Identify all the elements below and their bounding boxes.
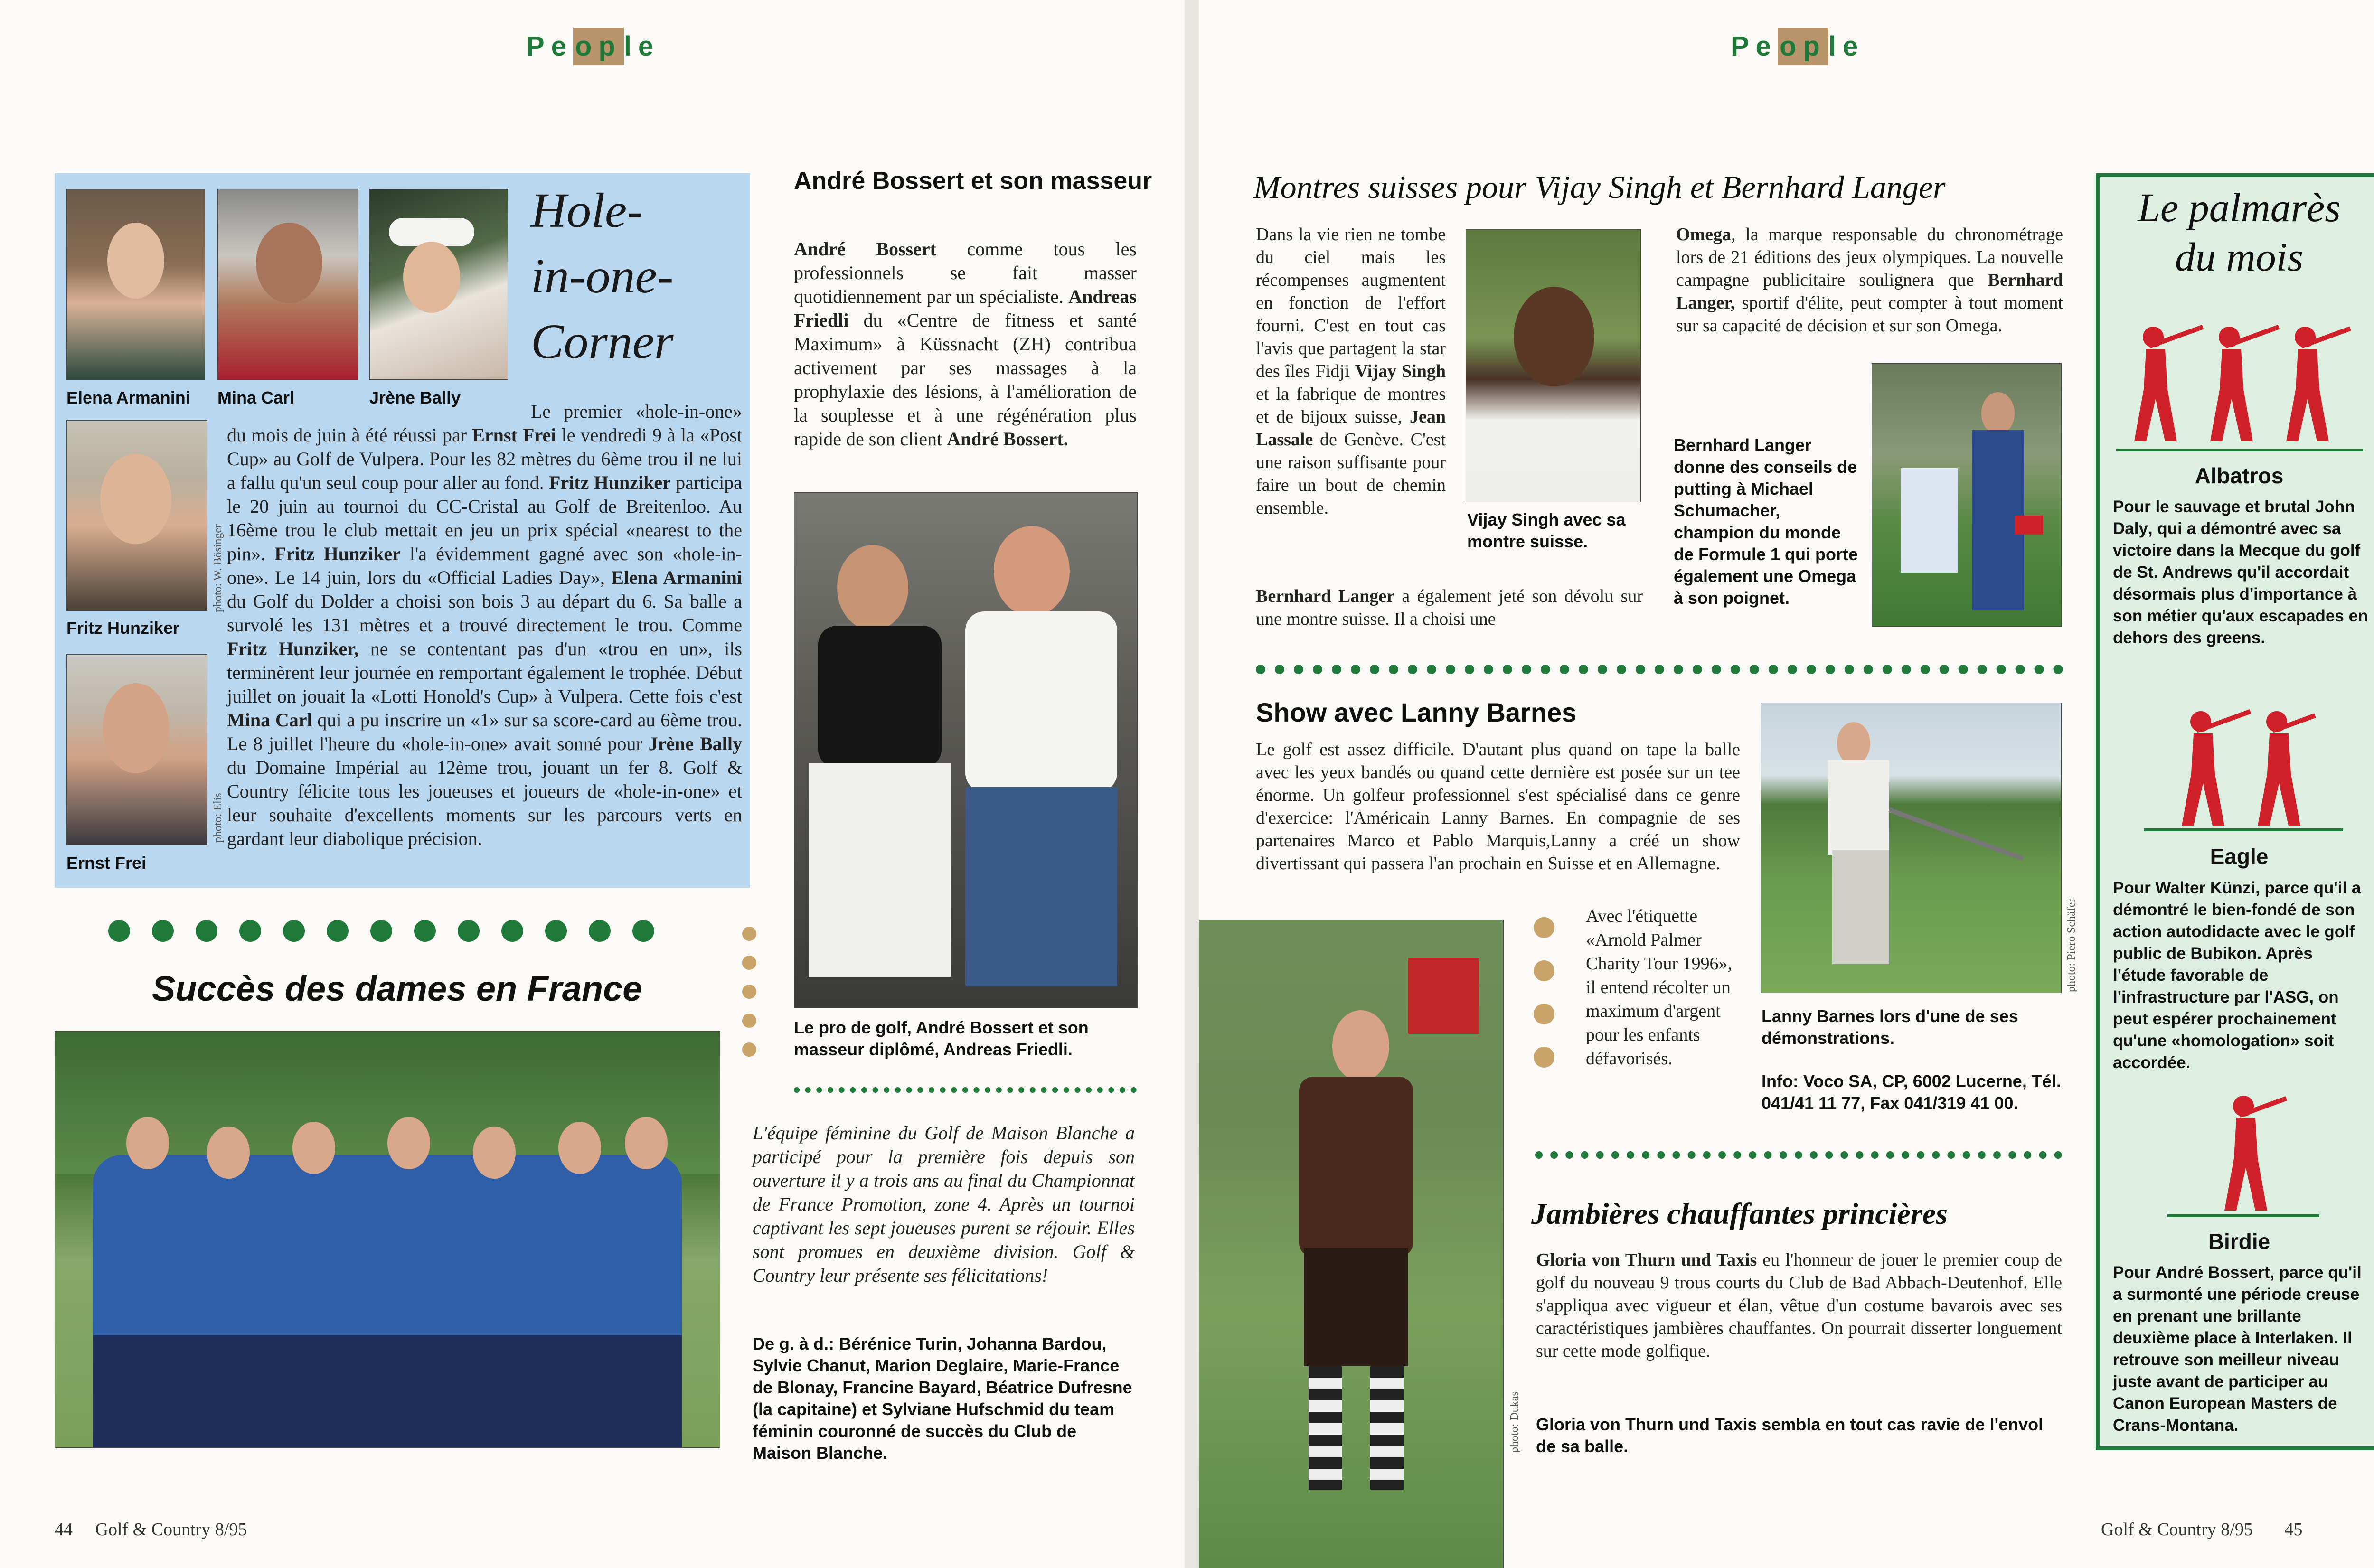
lanny-barnes-photo <box>1761 703 2062 993</box>
right-page <box>1199 0 2374 1568</box>
eagle-text: Pour Walter Künzi, parce qu'il a démontré le bien-fondé de son action autodidacte avec le golf public de Bubikon. Après l'étude favorable de l'infrastructure par l'ASG, on peut espérer prochainement qu'une «homologation» soit accordée. <box>2113 879 2361 1072</box>
dots-divider-right <box>1256 665 2063 674</box>
portrait-mina-carl <box>217 189 358 380</box>
caption-mina-carl: Mina Carl <box>217 388 295 407</box>
montres-col2-text: Omega, la marque responsable du chronométrage lors de 21 éditions des jeux olympiques. La nouvelle campagne publicitaire soulignera que Bernhard Langer, sportif d'élite, peut compter à tout moment sur sa capacité de décision et sur son Omega. <box>1676 225 2063 336</box>
dots-divider-left <box>108 920 678 944</box>
hole-in-one-title: Hole- in-one- Corner <box>531 183 674 369</box>
vijay-singh-photo <box>1466 229 1641 502</box>
bossert-title: André Bossert et son masseur <box>794 167 1152 195</box>
jambieres-caption: Gloria von Thurn und Taxis sembla en tout cas ravie de l'envol de sa balle. <box>1536 1415 2044 1456</box>
barnes-text: Le golf est assez difficile. D'autant plus quand on tape la balle avec les yeux bandés ou quand cette dernière est posée sur un tee énorme. Un golfeur professionnel s'est spécialisé dans ce genre d'exercice: l'Américain Lanny Barnes. En compagnie de ses partenaires Marco et Pablo Marquis,Lanny a créé un show divertissant qui passera l'an prochain en Suisse et en Allemagne. <box>1256 740 1740 873</box>
photo-credit-dukas: photo: Dukas <box>1508 1391 1521 1453</box>
caption-jrene-bally: Jrène Bally <box>369 388 461 407</box>
albatros-text: Pour le sauvage et brutal John Daly, qui a démontré avec sa victoire dans la Mecque du golf de St. Andrews qu'il accordait désormais plus d'importance à son métier qu'aux escapades en dehors des greens. <box>2113 498 2368 647</box>
albatros-heading: Albatros <box>2195 463 2284 488</box>
birdie-heading: Birdie <box>2208 1229 2270 1254</box>
hole-in-one-text: Le premier «hole-in-one» du mois de juin à été réussi par Ernst Frei le vendredi 9 à la «Post Cup» au Golf de Vulpera. Pour les 82 mètres du 6ème trou il ne lui a fallu qu'un seul coup pour aller au fond. Fritz Hunziker participa le 20 juin au tournoi du CC-Cristal au Golf de Breitenloo. Au 16ème trou le club mettait en jeu un prix spécial «nearest to the pin». Fritz Hunziker l'a évidemment gagné avec son «hole-in-one». Le 14 juin, lors du «Official Ladies Day», Elena Armanini du Golf du Dolder a choisi son bois 3 au départ du 6. Sa balle a survolé les 131 mètres et a trouvé directement le trou. Comme Fritz Hunziker, ne se contentant pas d'un «trou en un», ils terminèrent leur journée en remportant également le trophée. Début juillet on jouait la «Lotti Honold's Cup» à Vulpera. Cette fois c'est Mina Carl qui a pu inscrire un «1» sur sa score-card au 6ème trou. Le 8 juillet l'heure du «hole-in-one» avait sonné pour Jrène Bally du Domaine Impérial au 12ème trou, jouant un fer 8. Golf & Country félicite tous les joueuses et joueurs de «hole-in-one» et leur souhaite d'excellents moments sur les parcours verts en gardant leur diabolique précision. <box>227 401 743 849</box>
dotted-divider-jambieres <box>1535 1151 2062 1159</box>
photo-credit-schaefer: photo: Piero Schäfer <box>2065 898 2078 992</box>
left-page <box>0 0 1185 1568</box>
vijay-singh-caption: Vijay Singh avec sa montre suisse. <box>1467 510 1626 551</box>
barnes-title: Show avec Lanny Barnes <box>1256 697 1577 727</box>
portrait-fritz-hunziker <box>66 420 207 611</box>
albatros-golfer-icons <box>2120 323 2357 446</box>
caption-ernst-frei: Ernst Frei <box>66 853 147 873</box>
photo-credit-boesinger: photo: W. Bösinger <box>212 524 224 612</box>
dames-team-photo <box>55 1031 720 1448</box>
birdie-text: Pour André Bossert, parce qu'il a surmonté une période creuse en prenant une brillante deuxième place à Interlaken. Il retrouve son meilleur niveau juste avant de participer au Canon European Masters de Crans-Montana. <box>2113 1263 2362 1435</box>
bossert-text: André Bossert comme tous les professionnels se fait masser quotidiennement par un spécialiste. Andreas Friedli du «Centre de fitness et santé Maximum» à Küssnacht (ZH) contribua activement par ses massages à la prophylaxie des lésions, à l'amélioration de la souplesse et à une régénération plus rapide de son client André Bossert. <box>794 238 1137 450</box>
portrait-elena-armanini <box>66 189 205 380</box>
caption-elena-armanini: Elena Armanini <box>66 388 190 407</box>
bossert-photo <box>794 492 1138 1008</box>
caption-fritz-hunziker: Fritz Hunziker <box>66 618 180 638</box>
montres-col1-text-2: Bernhard Langer a également jeté son dévolu sur une montre suisse. Il a choisi une <box>1256 586 1643 629</box>
eagle-heading: Eagle <box>2210 844 2269 869</box>
jambieres-title: Jambières chauffantes princières <box>1531 1197 1948 1230</box>
barnes-info: Info: Voco SA, CP, 6002 Lucerne, Tél. 041/41 11 77, Fax 041/319 41 00. <box>1762 1071 2061 1113</box>
montres-title: Montres suisses pour Vijay Singh et Bernhard Langer <box>1253 169 1946 205</box>
footer-left: 44 Golf & Country 8/95 <box>55 1520 247 1540</box>
portrait-ernst-frei <box>66 654 207 845</box>
eagle-rule <box>2144 828 2343 831</box>
jambieres-text: Gloria von Thurn und Taxis eu l'honneur de jouer le premier coup de golf du nouveau 9 trous courts du Club de Bad Abbach-Deutenhof. Elle s'appliqua avec vigueur et élan, vêtue d'un costume bavarois avec ses caractéristiques jambières chauffantes. On pourrait disserter longuement sur cette mode golfique. <box>1536 1250 2062 1361</box>
portrait-jrene-bally <box>369 189 508 380</box>
photo-credit-elis: photo: Elis <box>212 793 224 843</box>
dames-text: L'équipe féminine du Golf de Maison Blanche a participé pour la première fois depuis son ouverture il y a trois ans au final du Championnat de France Promotion, zone 4. Après un tournoi captivant les sept joueuses purent se réjouir. Elles sont promues en deuxième division. Golf & Country leur présente ses félicitations! <box>753 1122 1135 1286</box>
bossert-caption: Le pro de golf, André Bossert et son masseur diplômé, Andreas Friedli. <box>794 1018 1089 1059</box>
birdie-rule <box>2167 1214 2319 1217</box>
albatros-rule <box>2116 449 2363 451</box>
gold-dots-right <box>1534 917 1562 1070</box>
gloria-photo <box>1199 920 1504 1568</box>
section-label-right: People <box>1731 28 1865 65</box>
dames-title: Succès des dames en France <box>152 969 642 1008</box>
birdie-golfer-icon <box>2210 1092 2291 1215</box>
langer-caption: Bernhard Langer donne des conseils de putting à Michael Schumacher, champion du monde de Formule 1 qui porte également une Omega à son poignet. <box>1674 435 1858 608</box>
gold-dots-left <box>742 927 761 1059</box>
montres-col1-text: Dans la vie rien ne tombe du ciel mais les récompenses augmentent en fonction de l'effort fourni. C'est en tout cas l'avis que partagent la star des îles Fidji Vijay Singh et la fabrique de montres et de bijoux suisse, Jean Lassale de Genève. C'est une raison suffisante pour faire un bout de chemin ensemble. <box>1256 225 1446 518</box>
dotted-divider-bossert <box>794 1087 1137 1093</box>
langer-schumacher-photo <box>1872 363 2062 627</box>
dames-caption: De g. à d.: Bérénice Turin, Johanna Bardou, Sylvie Chanut, Marion Deglaire, Marie-France de Blonay, Francine Bayard, Béatrice Dufresne (la capitaine) et Sylviane Hufschmid du team féminin couronné de succès du Club de Maison Blanche. <box>753 1334 1132 1463</box>
footer-right: Golf & Country 8/95 45 <box>2101 1520 2303 1540</box>
section-label-left: People <box>526 28 660 65</box>
palmares-title: Le palmarès du mois <box>2138 185 2341 280</box>
eagle-golfer-icons <box>2167 707 2319 831</box>
barnes-caption: Lanny Barnes lors d'une de ses démonstrations. <box>1762 1006 2018 1048</box>
barnes-text-2: Avec l'étiquette «Arnold Palmer Charity Tour 1996», il entend récolter un maximum d'argent pour les enfants défavorisés. <box>1586 906 1733 1069</box>
